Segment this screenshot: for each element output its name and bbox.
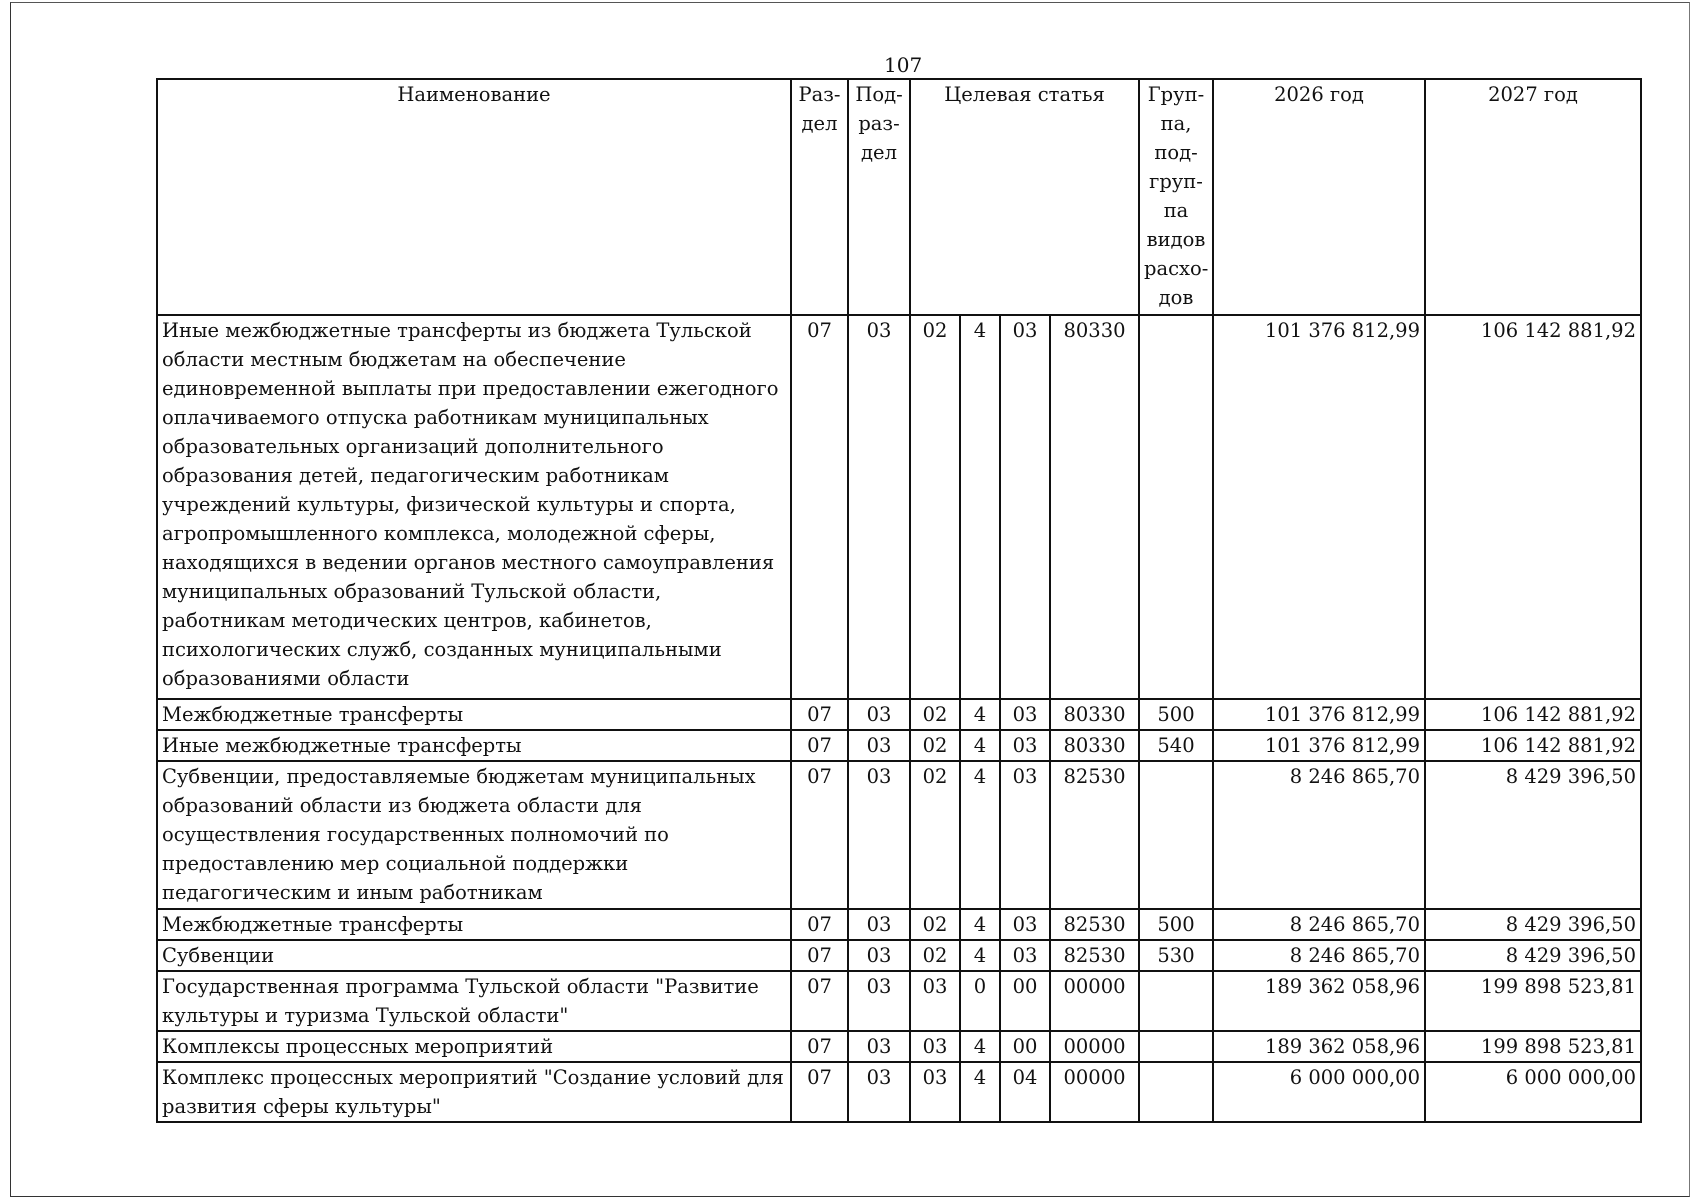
cell-amount-2027: 199 898 523,81 [1425, 971, 1641, 1031]
cell-target-type: 4 [960, 315, 1000, 699]
cell-amount-2026: 189 362 058,96 [1213, 971, 1425, 1031]
header-name: Наименование [157, 79, 791, 315]
cell-razdel: 07 [791, 1062, 848, 1122]
cell-razdel: 07 [791, 699, 848, 730]
cell-amount-2027: 106 142 881,92 [1425, 315, 1641, 699]
cell-amount-2026: 8 246 865,70 [1213, 940, 1425, 971]
cell-name: Комплекс процессных мероприятий "Создание условий для развития сферы культуры" [157, 1062, 791, 1122]
header-target-article: Целевая статья [910, 79, 1139, 315]
cell-razdel: 07 [791, 730, 848, 761]
header-expense-group: Груп- па, под- груп- па видов расхо- дов [1139, 79, 1213, 315]
cell-amount-2026: 101 376 812,99 [1213, 315, 1425, 699]
table-row [157, 1062, 1641, 1122]
cell-podrazdel: 03 [848, 315, 910, 699]
cell-name: Комплексы процессных мероприятий [157, 1031, 791, 1062]
cell-amount-2027: 106 142 881,92 [1425, 699, 1641, 730]
header-podrazdel: Под- раз- дел [848, 79, 910, 315]
header-razdel: Раз- дел [791, 79, 848, 315]
budget-table [156, 78, 1642, 1123]
cell-amount-2027: 8 429 396,50 [1425, 761, 1641, 909]
cell-amount-2027: 8 429 396,50 [1425, 940, 1641, 971]
cell-amount-2027: 6 000 000,00 [1425, 1062, 1641, 1122]
cell-amount-2026: 189 362 058,96 [1213, 1031, 1425, 1062]
cell-podrazdel: 03 [848, 730, 910, 761]
cell-target-direction: 00000 [1050, 971, 1139, 1031]
cell-podrazdel: 03 [848, 971, 910, 1031]
cell-expense-group [1139, 315, 1213, 699]
cell-target-subprogram: 03 [1000, 699, 1050, 730]
table-row [157, 909, 1641, 940]
cell-name: Субвенции, предоставляемые бюджетам муниципальных образований области из бюджета области для осуществления государственных полномочий по предоставлению мер социальной поддержки педагогическим и иным работникам [157, 761, 791, 909]
cell-target-program: 02 [910, 315, 960, 699]
cell-target-direction: 82530 [1050, 761, 1139, 909]
cell-razdel: 07 [791, 1031, 848, 1062]
cell-target-subprogram: 03 [1000, 315, 1050, 699]
cell-amount-2026: 6 000 000,00 [1213, 1062, 1425, 1122]
header-2027: 2027 год [1425, 79, 1641, 315]
cell-podrazdel: 03 [848, 761, 910, 909]
table-row [157, 315, 1641, 699]
cell-target-program: 03 [910, 1062, 960, 1122]
cell-podrazdel: 03 [848, 699, 910, 730]
cell-target-subprogram: 03 [1000, 909, 1050, 940]
cell-target-direction: 80330 [1050, 699, 1139, 730]
table-row [157, 940, 1641, 971]
cell-target-type: 4 [960, 761, 1000, 909]
page-number: 107 [884, 53, 923, 77]
cell-target-type: 4 [960, 1031, 1000, 1062]
cell-amount-2026: 8 246 865,70 [1213, 909, 1425, 940]
cell-expense-group: 500 [1139, 909, 1213, 940]
cell-name: Государственная программа Тульской области "Развитие культуры и туризма Тульской области" [157, 971, 791, 1031]
cell-target-subprogram: 00 [1000, 971, 1050, 1031]
cell-target-direction: 82530 [1050, 940, 1139, 971]
cell-target-type: 0 [960, 971, 1000, 1031]
cell-expense-group [1139, 1062, 1213, 1122]
cell-razdel: 07 [791, 909, 848, 940]
cell-target-type: 4 [960, 699, 1000, 730]
cell-amount-2026: 101 376 812,99 [1213, 730, 1425, 761]
cell-target-program: 02 [910, 940, 960, 971]
cell-expense-group: 530 [1139, 940, 1213, 971]
cell-name: Иные межбюджетные трансферты [157, 730, 791, 761]
cell-target-program: 03 [910, 971, 960, 1031]
cell-razdel: 07 [791, 315, 848, 699]
cell-podrazdel: 03 [848, 909, 910, 940]
table-row [157, 761, 1641, 909]
cell-amount-2027: 106 142 881,92 [1425, 730, 1641, 761]
cell-target-direction: 80330 [1050, 315, 1139, 699]
cell-name: Межбюджетные трансферты [157, 699, 791, 730]
cell-target-program: 02 [910, 730, 960, 761]
cell-podrazdel: 03 [848, 940, 910, 971]
table-row [157, 1031, 1641, 1062]
cell-amount-2026: 101 376 812,99 [1213, 699, 1425, 730]
cell-razdel: 07 [791, 761, 848, 909]
cell-amount-2027: 8 429 396,50 [1425, 909, 1641, 940]
cell-podrazdel: 03 [848, 1031, 910, 1062]
cell-expense-group [1139, 971, 1213, 1031]
cell-target-subprogram: 00 [1000, 1031, 1050, 1062]
cell-amount-2027: 199 898 523,81 [1425, 1031, 1641, 1062]
cell-expense-group: 540 [1139, 730, 1213, 761]
cell-target-subprogram: 03 [1000, 730, 1050, 761]
table-row [157, 699, 1641, 730]
cell-expense-group: 500 [1139, 699, 1213, 730]
cell-target-type: 4 [960, 909, 1000, 940]
cell-name: Иные межбюджетные трансферты из бюджета Тульской области местным бюджетам на обеспечение единовременной выплаты при предоставлении ежегодного оплачиваемого отпуска работникам муниципальных образовательных организаций дополнительного образования детей, педагогическим работникам учреждений культуры, физической культуры и спорта, агропромышленного комплекса, молодежной сферы, находящихся в ведении органов местного самоуправления муниципальных образований Тульской области, работникам методических центров, кабинетов, психологических служб, созданных муниципальными образованиями области [157, 315, 791, 699]
cell-podrazdel: 03 [848, 1062, 910, 1122]
cell-target-direction: 00000 [1050, 1031, 1139, 1062]
cell-expense-group [1139, 761, 1213, 909]
cell-target-direction: 80330 [1050, 730, 1139, 761]
cell-expense-group [1139, 1031, 1213, 1062]
cell-name: Межбюджетные трансферты [157, 909, 791, 940]
cell-razdel: 07 [791, 940, 848, 971]
cell-target-type: 4 [960, 940, 1000, 971]
cell-target-direction: 00000 [1050, 1062, 1139, 1122]
cell-target-program: 03 [910, 1031, 960, 1062]
cell-name: Субвенции [157, 940, 791, 971]
cell-amount-2026: 8 246 865,70 [1213, 761, 1425, 909]
cell-target-subprogram: 03 [1000, 761, 1050, 909]
cell-target-program: 02 [910, 909, 960, 940]
cell-target-direction: 82530 [1050, 909, 1139, 940]
table-row [157, 730, 1641, 761]
header-2026: 2026 год [1213, 79, 1425, 315]
cell-target-subprogram: 03 [1000, 940, 1050, 971]
cell-target-subprogram: 04 [1000, 1062, 1050, 1122]
cell-target-program: 02 [910, 699, 960, 730]
table-row [157, 971, 1641, 1031]
cell-target-type: 4 [960, 1062, 1000, 1122]
cell-target-type: 4 [960, 730, 1000, 761]
cell-razdel: 07 [791, 971, 848, 1031]
cell-target-program: 02 [910, 761, 960, 909]
header-row [157, 79, 1641, 315]
